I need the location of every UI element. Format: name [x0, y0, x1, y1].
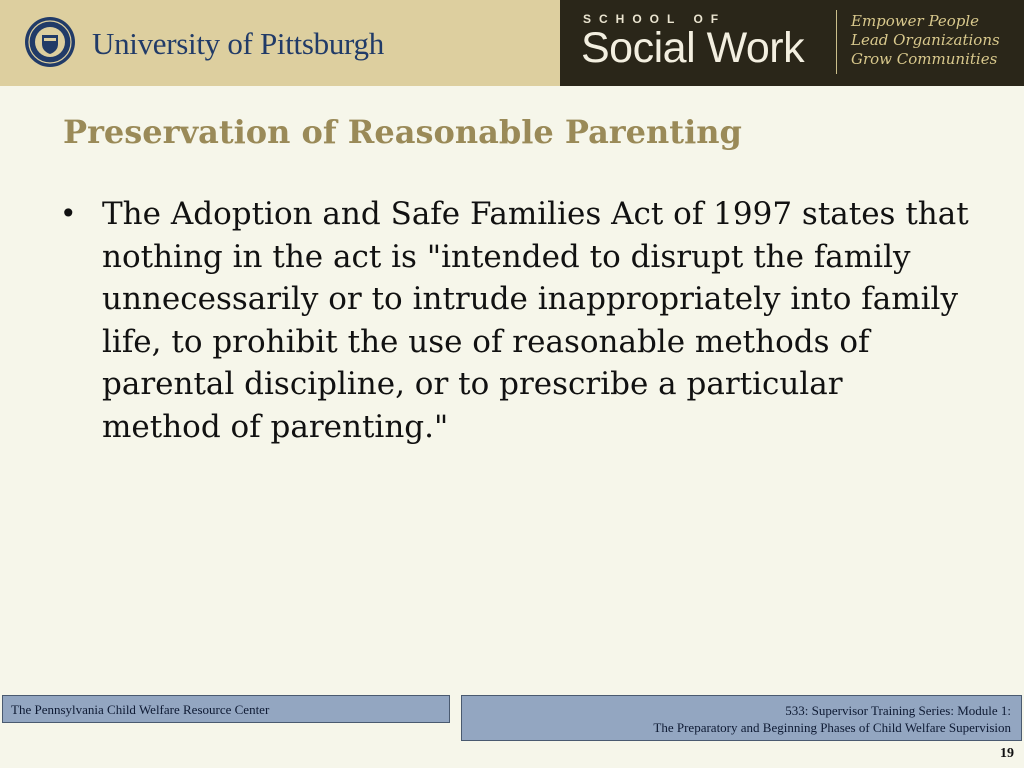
school-label-main: Social Work — [581, 24, 805, 72]
bullet-text: The Adoption and Safe Families Act of 1997 states that nothing in the act is "intended to disrupt the family unnecessarily or to intrude inappropriately into family life, to prohibit the use of reasonable methods of parental discipline, or to prescribe a particular method of parenting." — [102, 196, 969, 445]
school-label-top: SCHOOL OF — [583, 12, 727, 26]
header-divider — [836, 10, 837, 74]
footer-course-line: 533: Supervisor Training Series: Module 1: — [785, 703, 1011, 718]
tagline-line: Empower People — [851, 12, 980, 30]
footer-course-subtitle: The Preparatory and Beginning Phases of Child Welfare Supervision — [653, 720, 1011, 735]
school-tagline — [851, 12, 1000, 69]
bullet-list — [60, 193, 970, 449]
tagline-line: Lead Organizations — [851, 31, 1000, 49]
page-number: 19 — [1000, 746, 1014, 761]
bullet-icon: • — [60, 197, 77, 230]
footer-course-bar — [461, 695, 1022, 741]
university-name: University of Pittsburgh — [92, 26, 384, 61]
slide-title: Preservation of Reasonable Parenting — [63, 113, 742, 151]
footer-organization-bar — [2, 695, 450, 723]
bullet-item — [60, 193, 970, 449]
tagline-line: Grow Communities — [851, 50, 998, 68]
footer-organization: The Pennsylvania Child Welfare Resource Center — [11, 702, 270, 717]
university-seal-icon — [24, 16, 76, 68]
